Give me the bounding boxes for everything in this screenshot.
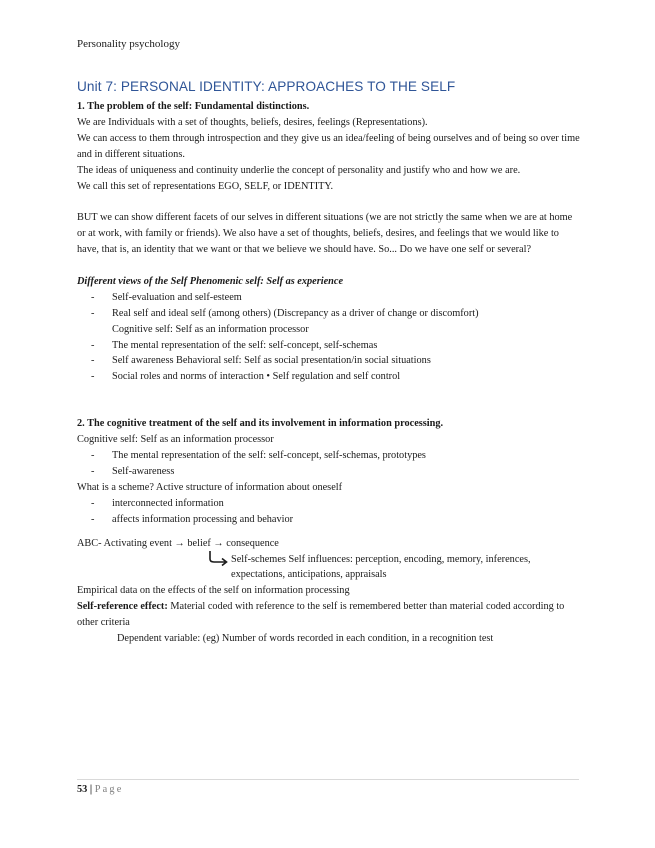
footer-divider [77, 779, 579, 780]
self-reference-label: Self-reference effect: [77, 601, 168, 613]
abc-sub-text: Self-schemes Self influences: perception, encoding, memory, inferences, expectations, anticipations, appraisals [231, 553, 531, 581]
section-1-paragraph: BUT we can show different facets of our selves in different situations (we are not strictly the same when we are at home or at work, with family or friends). We also have a set of thoughts, beliefs, desires, and feelings that we would like to have, that is, an identity that we want or that we believe we should have. So... Do we have one self or several? [77, 212, 573, 256]
list-item: - Self awareness Behavioral self: Self as social presentation/in social situations [77, 353, 582, 369]
section-2-list [77, 448, 582, 480]
list-item: - Self-evaluation and self-esteem [77, 290, 582, 306]
section-1-line: We can access to them through introspection and they give us an idea/feeling of being ourselves and of being so over time and in different situations. [77, 132, 580, 160]
views-continuation: Cognitive self: Self as an information processor [112, 323, 309, 335]
views-list-2 [77, 338, 582, 386]
abc-sub [77, 552, 582, 584]
curved-arrow-icon [207, 549, 231, 567]
page-footer [77, 784, 124, 795]
page-word: Page [94, 784, 124, 795]
list-item: - Self-awareness [77, 464, 582, 480]
section-2-heading: 2. The cognitive treatment of the self and its involvement in information processing. [77, 418, 444, 430]
scheme-list [77, 496, 582, 528]
list-item: - affects information processing and behavior [77, 512, 582, 528]
section-1-line: The ideas of uniqueness and continuity underlie the concept of personality and justify who and how we are. [77, 164, 521, 176]
abc-block [77, 536, 582, 584]
dependent-variable: Dependent variable: (eg) Number of words recorded in each condition, in a recognition test [117, 633, 494, 645]
section-2-subheading: Cognitive self: Self as an information processor [77, 434, 274, 446]
section-1-line: We are Individuals with a set of thoughts, beliefs, desires, feelings (Representations). [77, 116, 428, 128]
list-item: - Social roles and norms of interaction • Self regulation and self control [77, 369, 582, 385]
section-1-heading: 1. The problem of the self: Fundamental distinctions. [77, 101, 310, 112]
footer-separator: | [89, 784, 93, 795]
self-reference-paragraph [77, 599, 582, 631]
section-1-line: We call this set of representations EGO, SELF, or IDENTITY. [77, 180, 334, 192]
views-list [77, 290, 582, 322]
empirical-line: Empirical data on the effects of the self on information processing [77, 585, 350, 597]
abc-line: ABC- Activating event → belief → consequence [77, 537, 279, 549]
views-heading: Different views of the Self Phenomenic self: Self as experience [77, 275, 344, 287]
page-number: 53 [77, 784, 88, 795]
running-header: Personality psychology [77, 38, 180, 50]
self-reference-text: Material coded with reference to the self is remembered better than material coded according to other criteria [77, 601, 565, 629]
scheme-question: What is a scheme? Active structure of information about oneself [77, 481, 343, 493]
list-item: - The mental representation of the self: self-concept, self-schemas, prototypes [77, 448, 582, 464]
unit-title: Unit 7: PERSONAL IDENTITY: APPROACHES TO THE SELF [77, 79, 456, 94]
list-item: - Real self and ideal self (among others) (Discrepancy as a driver of change or discomfort) [77, 306, 582, 322]
list-item: - interconnected information [77, 496, 582, 512]
page-content [77, 79, 582, 647]
list-item: - The mental representation of the self: self-concept, self-schemas [77, 338, 582, 354]
